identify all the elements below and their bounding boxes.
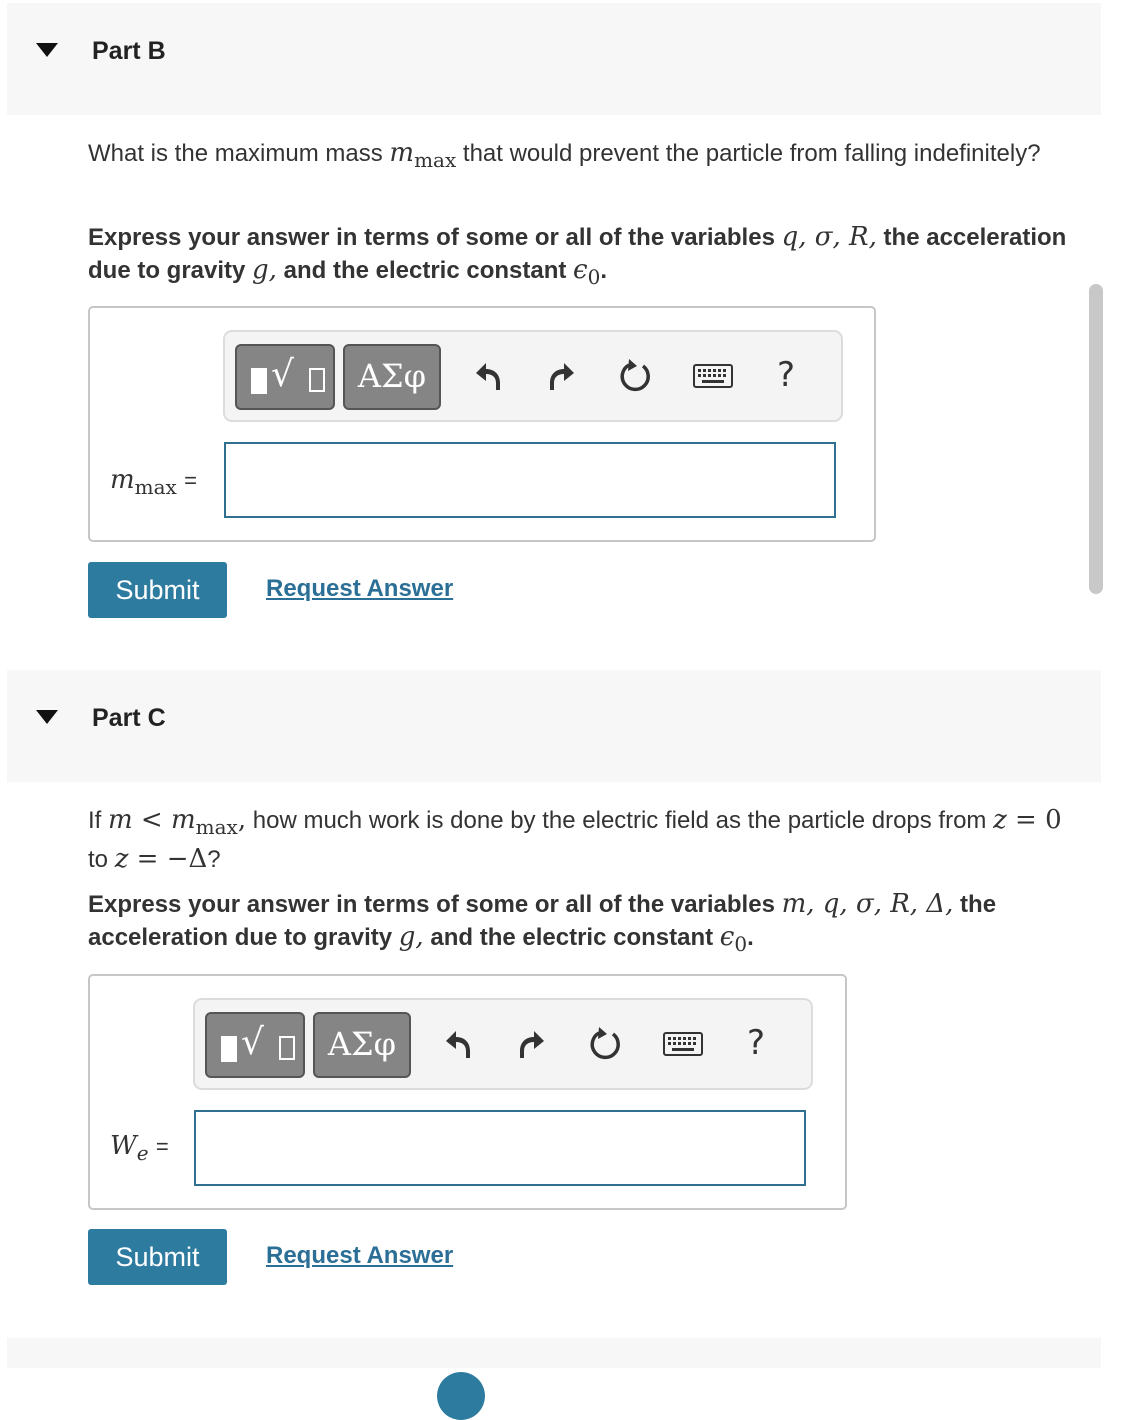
templates-button[interactable]: √ [205,1012,305,1078]
part-c-instruction: Express your answer in terms of some or all of the variables m, q, σ, R, Δ, the acceleration due to gravity g, and the electric constant $\epsilon_0$. [88,889,997,956]
part-b-request-answer-link[interactable]: Request Answer [266,575,454,602]
w-e-answer-input[interactable] [194,1110,806,1186]
greek-letters-button[interactable]: ΑΣφ [343,344,441,410]
next-part-header [7,1338,1101,1368]
collapse-triangle-icon[interactable] [36,43,58,57]
templates-icon [221,1036,237,1062]
undo-icon[interactable] [465,354,509,398]
help-icon[interactable]: ? [746,1023,766,1063]
part-b-answer-box [88,306,876,542]
part-b-header[interactable] [7,3,1101,115]
m-max-label: $m_{max}$ = [110,465,197,499]
math-toolbar [223,330,843,422]
scrollbar-thumb[interactable] [1089,284,1103,594]
help-icon[interactable]: ? [776,355,796,395]
part-b-question: What is the maximum mass $m_{max}$ that would prevent the particle from falling indefinitely? [88,138,1041,172]
part-c-answer-box [88,974,847,1210]
part-b-instruction: Express your answer in terms of some or all of the variables q, σ, R, the acceleration due to gravity g, and the electric constant $\epsilon_0$. [88,222,1067,289]
part-c-submit-button[interactable]: Submit [88,1229,227,1285]
reset-icon[interactable] [613,354,657,398]
undo-icon[interactable] [435,1022,479,1066]
collapse-triangle-icon[interactable] [36,710,58,724]
part-b-title: Part B [92,37,166,65]
redo-icon[interactable] [541,354,585,398]
redo-icon[interactable] [511,1022,555,1066]
m-max-answer-input[interactable] [224,442,836,518]
part-c-request-answer-link[interactable]: Request Answer [266,1242,454,1269]
part-b-submit-button[interactable]: Submit [88,562,227,618]
templates-icon [251,368,267,394]
part-c-question: If $m < m_{max}$, how much work is done by the electric field as the particle drops from z = 0 to z = −Δ? [88,805,1062,874]
reset-icon[interactable] [583,1022,627,1066]
keyboard-icon[interactable] [661,1022,705,1066]
math-toolbar [193,998,813,1090]
part-c-title: Part C [92,704,166,732]
templates-button[interactable]: √ [235,344,335,410]
floating-circle-button[interactable] [437,1372,485,1420]
keyboard-icon[interactable] [691,354,735,398]
w-e-label: $W_e$ = [110,1131,169,1165]
greek-letters-button[interactable]: ΑΣφ [313,1012,411,1078]
part-c-header[interactable] [7,670,1101,782]
